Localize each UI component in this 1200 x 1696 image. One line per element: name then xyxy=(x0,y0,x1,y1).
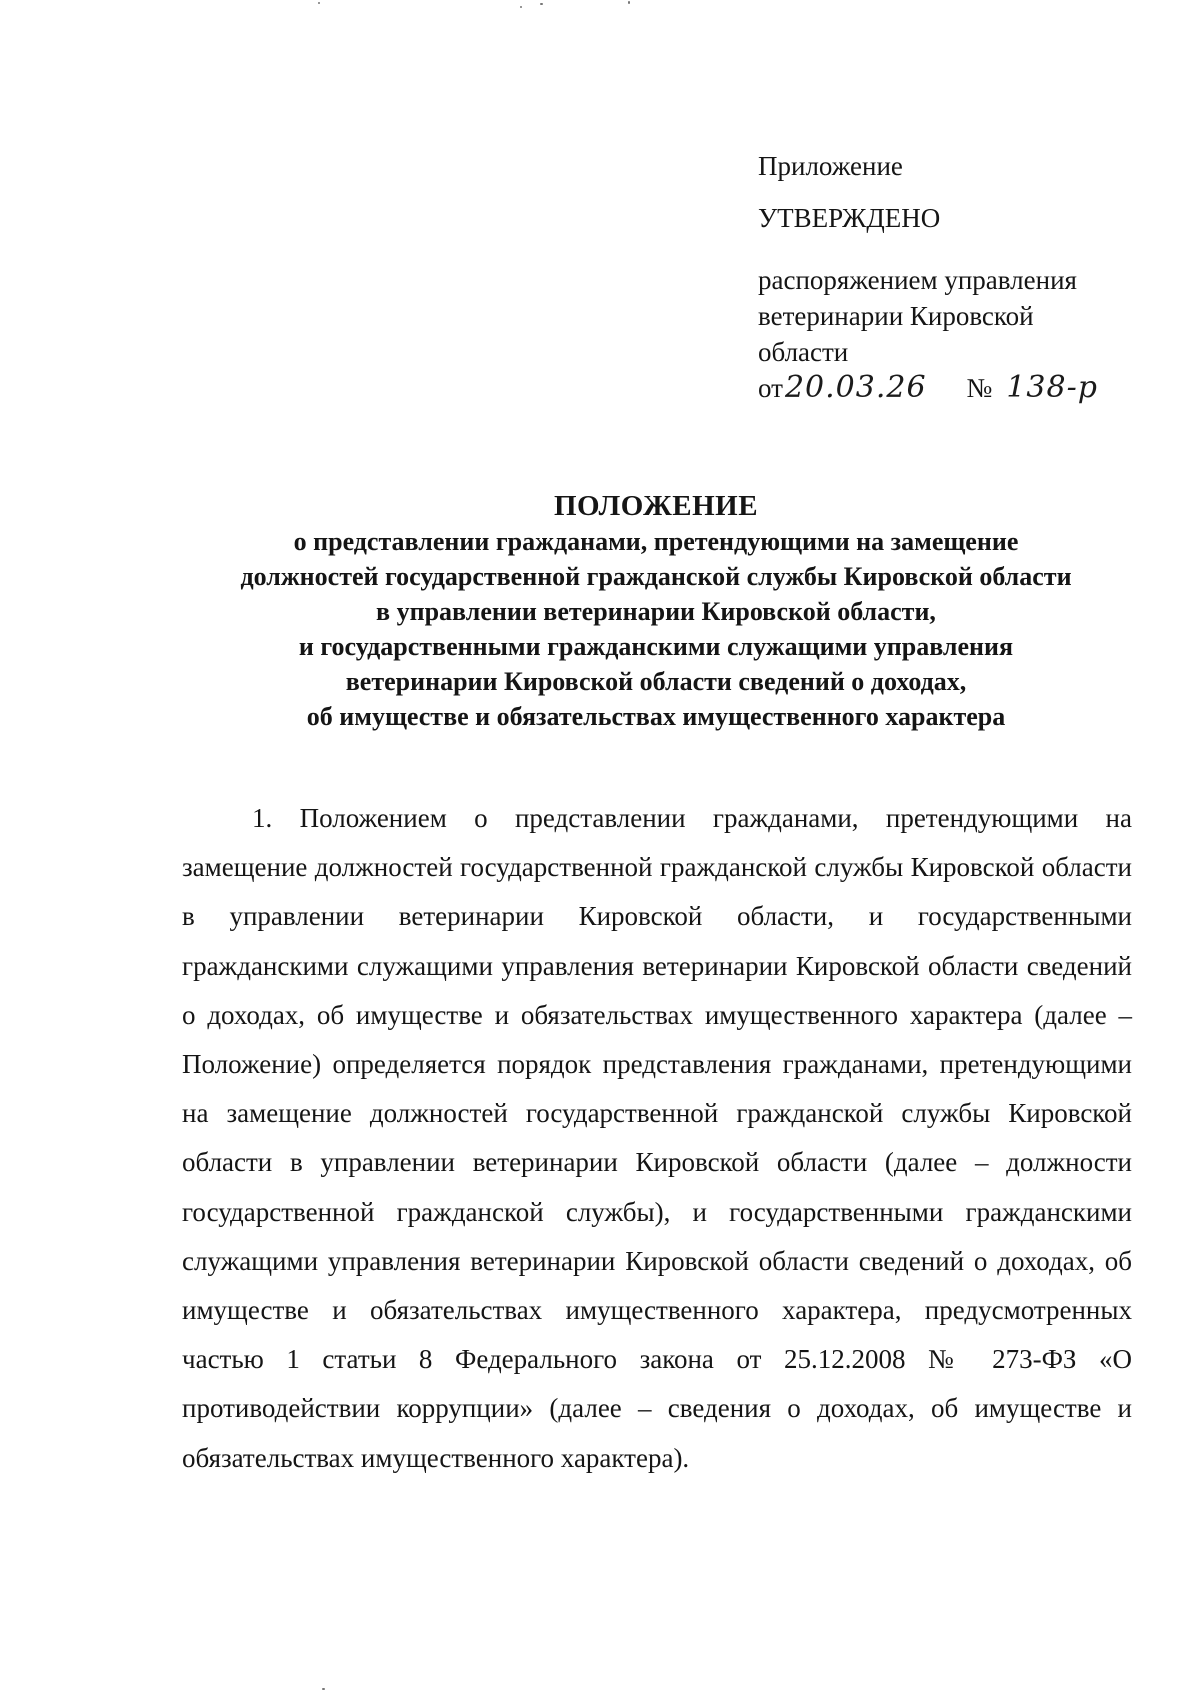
approval-stamp-block xyxy=(758,148,1158,406)
scan-speck xyxy=(628,1,630,4)
handwritten-date: 20.03.26 xyxy=(784,370,927,405)
title-line-5: ветеринарии Кировской области сведений о доходах, xyxy=(345,667,967,696)
paragraph-1: 1. Положением о представлении гражданами, претендующими на замещение должностей государственной гражданской службы Кировской области в управлении ветеринарии Кировской области, и государственными гражданскими служащими управления ветеринарии Кировской области сведений о доходах, об имуществе и обязательствах имущественного характера (далее – Положение) определяется порядок представления гражданами, претендующими на замещение должностей государственной гражданской службы Кировской области в управлении ветеринарии Кировской области (далее – должности государственной гражданской службы), и государственными гражданскими служащими управления ветеринарии Кировской области сведений о доходах, об имуществе и обязательствах имущественного характера, предусмотренных частью 1 статьи 8 Федерального закона от 25.12.2008 № 273-ФЗ «О противодействии коррупции» (далее – сведения о доходах, об имуществе и обязательствах имущественного характера). xyxy=(182,803,1132,1473)
document-title xyxy=(120,488,1192,734)
scan-speck xyxy=(520,6,522,8)
handwritten-number: 138-р xyxy=(1006,370,1098,405)
approved-label: УТВЕРЖДЕНО xyxy=(758,203,941,233)
order-date-number-line xyxy=(758,370,1158,406)
number-sign: № xyxy=(966,373,993,403)
title-line-4: и государственными гражданскими служащими управления xyxy=(298,632,1014,661)
scan-speck xyxy=(318,2,320,4)
title-line-3: в управлении ветеринарии Кировской области, xyxy=(376,597,936,626)
title-main: ПОЛОЖЕНИЕ xyxy=(553,490,759,522)
title-line-6: об имуществе и обязательствах имущественного характера xyxy=(306,702,1006,731)
order-line-2: ветеринарии Кировской xyxy=(758,301,1034,331)
appendix-label: Приложение xyxy=(758,151,903,181)
date-prefix: от xyxy=(758,373,783,403)
title-line-1: о представлении гражданами, претендующими на замещение xyxy=(293,527,1019,556)
order-line-3: области xyxy=(758,337,849,367)
scan-speck xyxy=(540,3,543,5)
scan-speck xyxy=(322,1688,325,1690)
order-line-1: распоряжением управления xyxy=(758,265,1077,295)
title-line-2: должностей государственной гражданской службы Кировской области xyxy=(240,562,1072,591)
